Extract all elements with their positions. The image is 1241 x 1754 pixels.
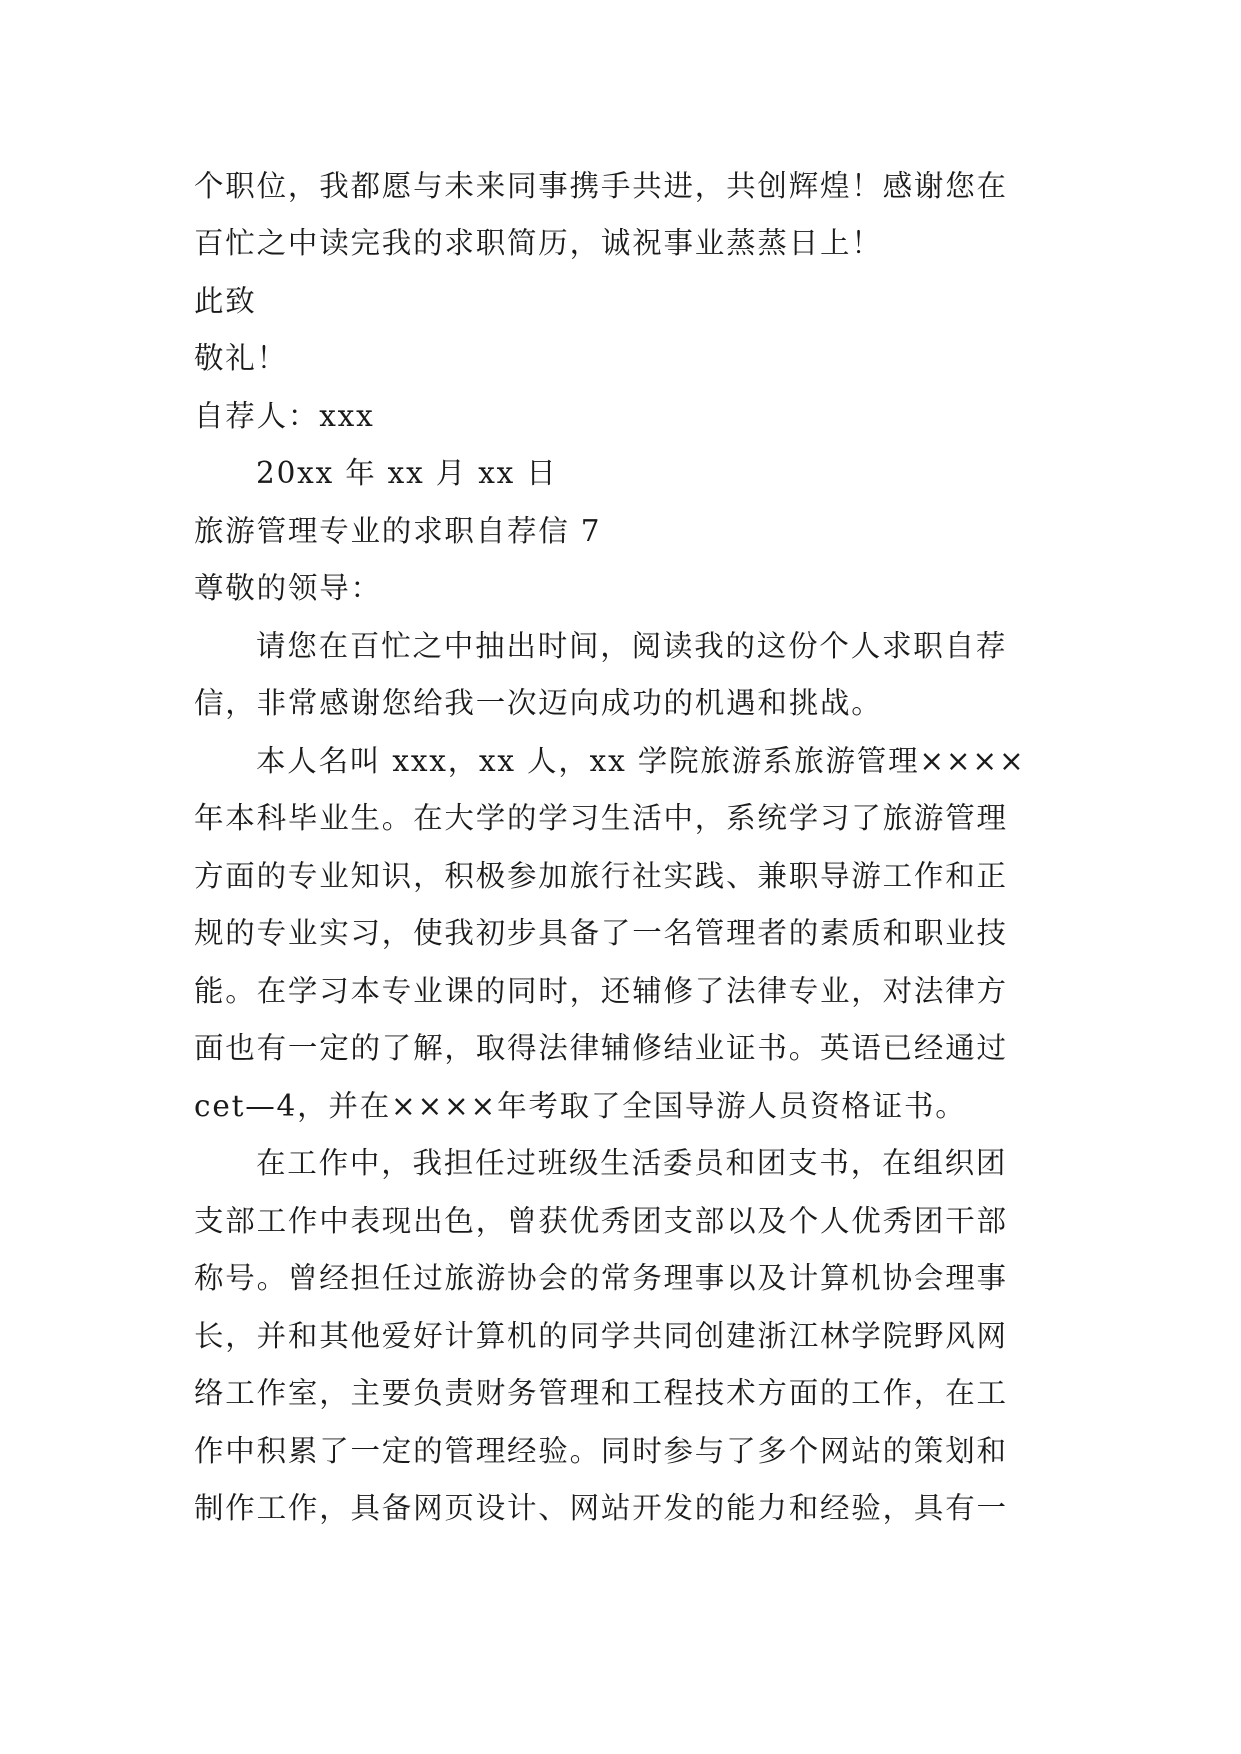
text-line: 面也有一定的了解，取得法律辅修结业证书。英语已经通过 [194, 1031, 1008, 1065]
closing-line: 敬礼！ [194, 341, 288, 375]
text-line: 制作工作，具备网页设计、网站开发的能力和经验，具有一 [194, 1491, 1008, 1525]
salutation-line: 尊敬的领导： [194, 571, 382, 605]
text-line: 规的专业实习，使我初步具备了一名管理者的素质和职业技 [194, 916, 1008, 950]
text-line: 长，并和其他爱好计算机的同学共同创建浙江林学院野风网 [194, 1319, 1008, 1353]
closing-line: 此致 [194, 284, 257, 318]
text-line: 能。在学习本专业课的同时，还辅修了法律专业，对法律方 [194, 974, 1008, 1008]
signature-line: 自荐人：xxx [194, 399, 375, 433]
text-line: 信，非常感谢您给我一次迈向成功的机遇和挑战。 [194, 686, 883, 720]
date-line: 20xx 年 xx 月 xx 日 [256, 456, 558, 490]
text-line: 称号。曾经担任过旅游协会的常务理事以及计算机协会理事 [194, 1261, 1008, 1295]
text-line: 本人名叫 xxx，xx 人，xx 学院旅游系旅游管理×××× [256, 744, 1026, 778]
text-line: 方面的专业知识，积极参加旅行社实践、兼职导游工作和正 [194, 859, 1008, 893]
text-line: 支部工作中表现出色，曾获优秀团支部以及个人优秀团干部 [194, 1204, 1008, 1238]
text-line: 百忙之中读完我的求职简历，诚祝事业蒸蒸日上！ [194, 226, 883, 260]
text-line: 络工作室，主要负责财务管理和工程技术方面的工作，在工 [194, 1376, 1008, 1410]
text-line: 在工作中，我担任过班级生活委员和团支书，在组织团 [256, 1146, 1008, 1180]
text-line: cet—4，并在××××年考取了全国导游人员资格证书。 [194, 1089, 967, 1123]
text-line: 作中积累了一定的管理经验。同时参与了多个网站的策划和 [194, 1434, 1008, 1468]
text-line: 个职位，我都愿与未来同事携手共进，共创辉煌！感谢您在 [194, 169, 1008, 203]
section-title: 旅游管理专业的求职自荐信 7 [194, 514, 602, 548]
text-line: 年本科毕业生。在大学的学习生活中，系统学习了旅游管理 [194, 801, 1008, 835]
text-line: 请您在百忙之中抽出时间，阅读我的这份个人求职自荐 [256, 629, 1008, 663]
